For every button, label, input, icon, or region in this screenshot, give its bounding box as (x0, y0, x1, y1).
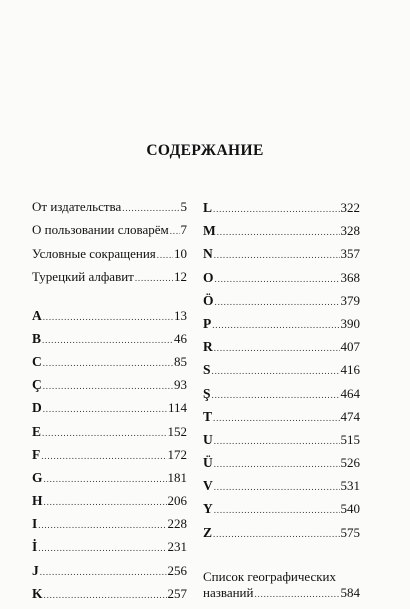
leader-dots (42, 426, 166, 441)
leader-dots (38, 518, 166, 533)
letter-page: 152 (167, 423, 187, 439)
letter-entry (32, 308, 187, 325)
letter-entry (32, 539, 187, 556)
geo-entry (203, 569, 360, 602)
letter-entry (203, 339, 360, 356)
letter-entry (32, 447, 187, 464)
section-entry (32, 269, 187, 286)
geo-gap (203, 548, 360, 563)
leader-dots (135, 271, 173, 286)
letter-entry (203, 386, 360, 403)
leader-dots (43, 402, 167, 417)
letter-page: 357 (340, 246, 360, 262)
letter-entry (203, 293, 360, 310)
leader-dots (43, 310, 173, 325)
leader-dots (215, 295, 340, 310)
leader-dots (40, 565, 167, 580)
section-gap (32, 293, 187, 308)
leader-dots (38, 541, 166, 556)
letter-page: 206 (167, 493, 187, 509)
section-label: О пользовании словарём (32, 222, 169, 238)
leader-dots (41, 449, 166, 464)
leader-dots (213, 202, 339, 217)
leader-dots (170, 224, 180, 239)
letter-entry (32, 516, 187, 533)
letter-page: 526 (340, 455, 360, 471)
leader-dots (254, 587, 339, 602)
letter-page: 228 (167, 516, 187, 532)
letter-page: 181 (167, 469, 187, 485)
letter-list-left (32, 308, 187, 603)
leader-dots (215, 272, 340, 287)
leader-dots (213, 411, 339, 426)
letter-entry (32, 586, 187, 603)
geo-page: 584 (340, 584, 360, 600)
letter-entry (203, 432, 360, 449)
letter-page: 368 (340, 269, 360, 285)
letter-page: 531 (340, 478, 360, 494)
leader-dots (213, 527, 339, 542)
letter-entry (203, 362, 360, 379)
leader-dots (214, 341, 340, 356)
leader-dots (42, 333, 173, 348)
letter-label: M (203, 223, 216, 239)
left-column (32, 199, 187, 609)
leader-dots (212, 388, 340, 403)
letter-entry (32, 493, 187, 510)
leader-dots (214, 480, 340, 495)
letter-entry (32, 563, 187, 580)
letter-label: B (32, 330, 42, 346)
letter-label: Ç (32, 377, 42, 393)
letter-page: 13 (174, 307, 187, 323)
letter-page: 515 (340, 431, 360, 447)
letter-page: 256 (167, 562, 187, 578)
letter-entry (203, 455, 360, 472)
section-list (32, 199, 187, 286)
letter-label: Y (203, 501, 213, 517)
section-label: От издательства (32, 199, 122, 214)
letter-entry (32, 354, 187, 371)
letter-page: 575 (340, 524, 360, 540)
letter-entry (203, 246, 360, 263)
letter-label: E (32, 423, 42, 439)
letter-page: 390 (340, 315, 360, 331)
leader-dots (43, 379, 173, 394)
letter-page: 416 (340, 362, 360, 378)
section-page: 5 (180, 199, 187, 214)
letter-page: 172 (167, 446, 187, 462)
letter-page: 114 (167, 400, 187, 416)
letter-label: C (32, 353, 42, 369)
letter-page: 231 (167, 539, 187, 555)
letter-label: D (32, 400, 42, 416)
letter-entry (203, 270, 360, 287)
letter-label: Z (203, 524, 213, 540)
leader-dots (157, 248, 173, 263)
letter-page: 379 (340, 292, 360, 308)
letter-page: 85 (174, 353, 187, 369)
letter-label: K (32, 585, 43, 601)
leader-dots (214, 248, 340, 263)
letter-page: 93 (174, 377, 187, 393)
geo-row (203, 585, 360, 602)
letter-list-right (203, 200, 360, 542)
letter-label: N (203, 246, 213, 262)
letter-label: S (203, 362, 211, 378)
letter-entry (203, 316, 360, 333)
letter-entry (203, 525, 360, 542)
section-page: 10 (174, 245, 187, 261)
leader-dots (214, 503, 340, 518)
leader-dots (214, 434, 340, 449)
letter-label: A (32, 307, 42, 323)
letter-label: İ (32, 539, 38, 555)
geo-label-line2: названий (203, 584, 254, 600)
letter-label: V (203, 478, 213, 494)
leader-dots (212, 364, 340, 379)
letter-label: G (32, 469, 43, 485)
letter-label: Ö (203, 292, 214, 308)
leader-dots (43, 356, 173, 371)
letter-label: T (203, 408, 213, 424)
letter-page: 474 (340, 408, 360, 424)
letter-page: 46 (174, 330, 187, 346)
letter-page: 464 (340, 385, 360, 401)
letter-label: H (32, 493, 43, 509)
letter-entry (32, 470, 187, 487)
section-page: 7 (180, 222, 187, 238)
letter-label: L (203, 200, 213, 215)
leader-dots (44, 472, 167, 487)
letter-label: Ü (203, 455, 213, 471)
page-title: СОДЕРЖАНИЕ (146, 142, 264, 159)
letter-entry (203, 478, 360, 495)
letter-page: 257 (167, 585, 187, 601)
letter-entry (32, 331, 187, 348)
letter-label: P (203, 315, 212, 331)
right-column (203, 200, 360, 602)
letter-entry (32, 400, 187, 417)
letter-page: 322 (340, 200, 360, 215)
section-entry (32, 222, 187, 239)
letter-entry (203, 223, 360, 240)
letter-page: 407 (340, 339, 360, 355)
leader-dots (217, 225, 340, 240)
letter-page: 540 (340, 501, 360, 517)
letter-label: R (203, 339, 213, 355)
section-label: Условные сокращения (32, 245, 156, 261)
letter-label: J (32, 562, 39, 578)
letter-label: F (32, 446, 41, 462)
leader-dots (122, 201, 179, 216)
letter-entry (32, 424, 187, 441)
leader-dots (44, 588, 167, 603)
section-label: Турецкий алфавит (32, 269, 134, 285)
leader-dots (44, 495, 167, 510)
section-page: 12 (174, 269, 187, 285)
letter-entry (203, 200, 360, 217)
letter-label: U (203, 431, 213, 447)
letter-entry (203, 501, 360, 518)
geo-label-line1: Список географических (203, 568, 337, 584)
letter-label: O (203, 269, 214, 285)
letter-entry (32, 377, 187, 394)
letter-label: Ş (203, 385, 211, 401)
section-entry (32, 199, 187, 216)
letter-label: I (32, 516, 38, 532)
section-entry (32, 246, 187, 263)
leader-dots (214, 457, 340, 472)
leader-dots (212, 318, 339, 333)
letter-page: 328 (340, 223, 360, 239)
letter-entry (203, 409, 360, 426)
